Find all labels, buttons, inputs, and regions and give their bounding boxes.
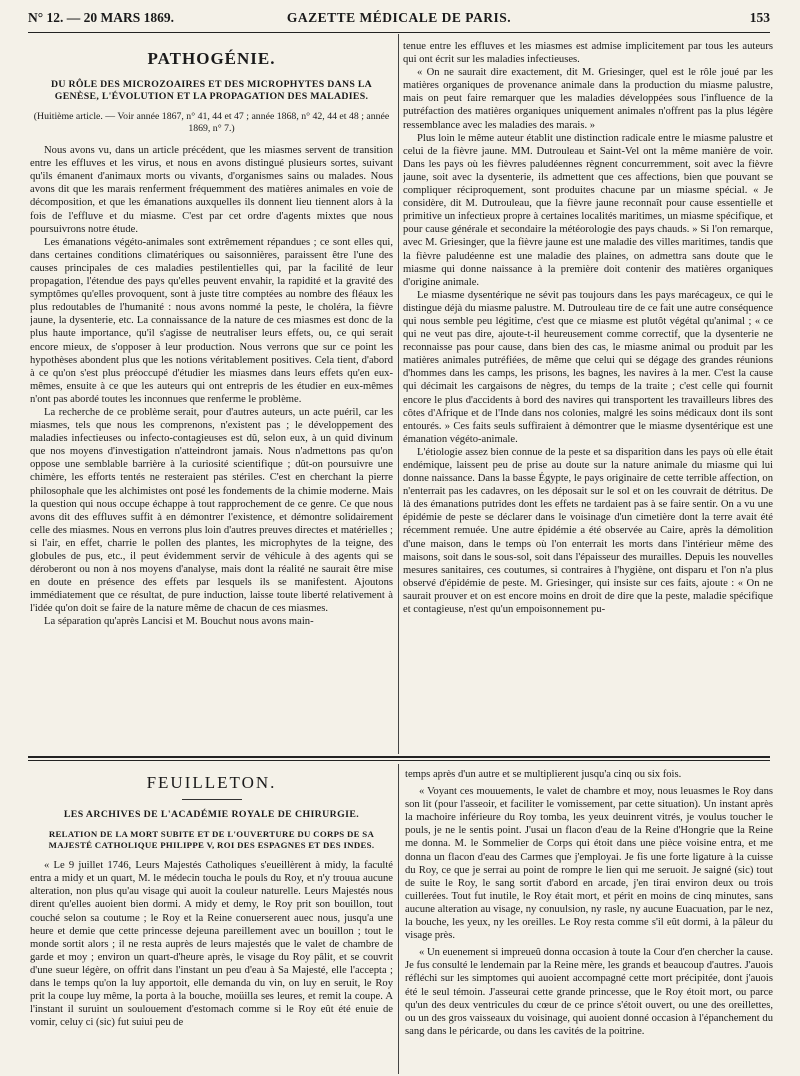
feuilleton-relation-heading: RELATION DE LA MORT SUBITE ET DE L'OUVERTURE DU CORPS DE SA MAJESTÉ CATHOLIQUE PHILIPPE V, ROI DES ESPAGNES ET DES INDES.: [48, 829, 375, 851]
paragraph: « Le 9 juillet 1746, Leurs Majestés Catholiques s'eueillèrent à midy, la faculté entra a midy et un quart, M. le médecin toucha le pouls du Roy, et n'y trouua aucune alteration, non plus qu'au visage qui auoit la couleur naturelle. Leurs Majestés nous dirent qu'elles auoient bien dormi. A midy et demy, le Roy prit son bouillon, tout couché selon sa coutume ; le Roy et la Reine conuerserent auec nous, jusqu'a une heure et demie que cette princesse dejeuna pareillement avec un bouillon ; tout le monde sortit alors ; il ne resta auprès de leurs majestés que le valet de chambre de garde et moy ; environ un quart-d'heure après, le visage du Roy pâlit, et se couvrit d'une sueur légère, on offrit dans l'instant un peu d'eau à Sa Majesté, elle l'accepta ; dans le temps qu'on la luy apportoit, elle demanda du vin, on luy en seruit, le Roy prit la coupe luy même, la porta à la bouche, moüilla ses leures, et remit la coupe. A l'instant il suruint un soulouement d'estomach comme si le Roy eût été enuie de vomir, celuy ci (sic) fut suiui peu de: [30, 860, 393, 1029]
paragraph: temps après d'un autre et se multiplierent jusqu'a cinq ou six fois.: [405, 769, 682, 780]
article-left-column: [30, 40, 393, 750]
paragraph: Les émanations végéto-animales sont extrêmement répandues ; ce sont elles qui, dans certaines conditions climatériques ou saisonnières, paraissent être l'une des causes principales de ces maladies pestilentielles qui, par la facilité de leur propagation, l'étendue des pays qu'elles peuvent envahir, la rapidité et la gravité des symptômes qu'elles provoquent, sont à juste titre comptées au nombre des fléaux les plus redoutables de l'humanité : nous avons nommé la peste, le choléra, la fièvre jaune, la dysenterie, etc. La connaissance de la nature de ces miasmes est donc de la plus haute importance, qu'il s'agisse de neutraliser leurs effets, ou, ce qui serait encore mieux, de s'opposer à leur production. Nous verrons que sur ce point les hypothèses abondent plus que les notions véritablement positives. Cela tient, d'abord à ce qu'on s'est plus préoccupé d'étudier les miasmes dans leurs effets qu'en eux-mêmes, ensuite à ce que les auteurs qui ont entrepris de les étudier en eux-mêmes n'ont pas abordé toutes les inconnues que renferme le problème.: [30, 236, 393, 405]
paragraph: Plus loin le même auteur établit une distinction radicale entre le miasme palustre et celui de la fièvre jaune. MM. Dutrouleau et Saint-Vel ont la même manière de voir. Dans les pays où les fièvres paludéennes règnent concurremment, soit avec la fièvre jaune, soit avec la dysenterie, ils admettent que ces affections, bien que pouvant se compliquer réciproquement, sont produites chacune par un miasme spécial. « Je considère, dit M. Dutrouleau, que la fièvre jaune reconnaît pour cause essentielle et primitive un infectieux propre à certaines localités maritimes, un miasme spécifique, et pour cause générale et secondaire la météorologie des pays chauds. » Si l'on remarque, avec M. Griesinger, que la fièvre jaune est une maladie des villes maritimes, tandis que la fièvre paludéenne est une maladie des plaines, on admettra sans doute que le miasme qui donne naissance à la première doit contenir des matières organiques d'origine animale.: [403, 132, 773, 288]
feuilleton-rule: [28, 756, 770, 758]
paragraph: La recherche de ce problème serait, pour d'autres auteurs, un acte puéril, car les miasmes, tels que nous les comprenons, n'existent pas ; le développement des maladies infectieuses ou infecto-contagieuses est dû, selon eux, à un quid divinum que nos moyens d'investigation n'atteindront jamais. Nous n'admettons pas qu'on oppose une semblable barrière à la curiosité scientifique ; dût-on poursuivre une chimère, les efforts tentés ne resteraient pas stériles. C'est en cherchant la pierre philosophale que les alchimistes ont posé les fondements de la chimie moderne. Mais la question qui nous occupe échappe à tout rapprochement de ce genre. Ce que nous avons dit des effluves suffit à en démontrer l'existence, et démontre solidairement celle des miasmes. Nous en verrons plus loin d'autres preuves directes et matérielles ; si l'air, en effet, charrie le pollen des plantes, les microphytes de la teigne, des globules de pus, etc., il peut évidemment servir de véhicule à des agents qui se déroberont ou non à nos moyens d'analyse, mais dont la réalité ne saurait être mise en doute en présence des effets par lesquels ils se manifestent. Ajoutons immédiatement que ce résultat, de pure induction, laisse toute liberté relativement à l'idée qu'on doit se faire de la nature même de chacun de ces miasmes.: [30, 406, 393, 615]
issue-number: N° 12. — 20 MARS 1869.: [28, 10, 175, 25]
article-right-column: [403, 40, 773, 752]
running-head: [28, 8, 770, 30]
journal-title: GAZETTE MÉDICALE DE PARIS.: [286, 10, 512, 25]
paragraph: La séparation qu'après Lancisi et M. Bouchut nous avons main-: [44, 616, 314, 628]
feuilleton-subtitle: LES ARCHIVES DE L'ACADÉMIE ROYALE DE CHIRURGIE.: [63, 809, 360, 821]
paragraph: Nous avons vu, dans un article précédent, que les miasmes servent de transition entre les effluves et les virus, et nous en avons distingué plusieurs sortes, suivant qu'ils émanent d'animaux morts ou vivants, d'organismes sains ou malades. Nous avons dit que les marais renferment fréquemment des matières animales en voie de décomposition, et que les émanations auxquelles ils donnent lieu tiennent alors à la fois de l'effluve et du miasme. C'est par cet ordre d'agents mixtes que nous poursuivrons notre étude.: [30, 145, 393, 235]
paragraph: « On ne saurait dire exactement, dit M. Griesinger, quel est le rôle joué par les matières organiques de provenance animale dans la production du miasme palustre, mais on peut faire remarquer que les maladies développées sous l'influence de la putréfaction des matières organiques uniquement animales n'offrent pas la plus légère ressemblance avec les maladies des marais. »: [403, 67, 773, 131]
paragraph: « Un euenement si impreueû donna occasion à toute la Cour d'en chercher la cause. Je fus consulté le lendemain par la Reine mère, les grands et beaucoup d'autres. J'auois réfléchi sur les simptomes qui auoient accompagné cette mort précipitée, dont j'auois été le seul témoin. J'asseurai cette grande princesse, que le Roy étoit mort, ou parce qu'un des deux ventricules du cœur de ce prince s'étoit ouvert, ou une des oreillettes, ou un des gros vaisseaux du voisinage, qui auoient donné occasion à l'épanchement du sang dans le péricarde, ou dans les cavités de la poitrine.: [405, 947, 773, 1037]
column-divider-top: [398, 34, 399, 754]
page-number: 153: [749, 10, 770, 25]
feuilleton-title: FEUILLETON.: [146, 773, 277, 792]
article-note: (Huitième article. — Voir année 1867, n° 41, 44 et 47 ; année 1868, n° 42, 44 et 48 ; année 1869, n° 7.): [33, 111, 390, 134]
paragraph: tenue entre les effluves et les miasmes est admise implicitement par tous les auteurs qui ont écrit sur les maladies infectieuses.: [403, 41, 773, 66]
feuilleton-left-column: [30, 766, 393, 1072]
paragraph: « Voyant ces mouuements, le valet de chambre et moy, nous leuasmes le Roy dans son lit (pour l'asseoir, et faciliter le vomissement, par cette situation). Un instant après la machoire inférieure du Roy tomba, les yeux deuinrent vitrés, je voulus toucher le pouls, je ne le sentis point. J'usai un flacon d'eau de la Reine d'Hongrie que la Reine me donna. M. le Sommelier de Corps qui étoit dans une pièce voisine entra, et me donna un flacon d'eau des Carmes que j'employai. Je fis une forte ligature à la cuisse du Roy, ce que je serrai au point de rompre le lien qui me seruoit. Je saigné (sic) tout de suite le Roy, le sang sortit d'abord en arcade, j'en tirai environ deux ou trois cuillerées. Tout fut inutile, le Roy était mort, et périt en moins de cinq minutes, sans aucune alteration au visage, ny conuulsion, ny rasle, ny aucune Euacuation, par le nez, la bouche, les yeux, ny les oreilles. Le Roy resta comme s'il eût dormi, à la pâleur du visage près.: [405, 786, 773, 942]
article-title: PATHOGÉNIE.: [147, 49, 276, 68]
feuilleton-right-column: [405, 768, 773, 1072]
article-subtitle: DU RÔLE DES MICROZOAIRES ET DES MICROPHYTES DANS LA GENÈSE, L'ÉVOLUTION ET LA PROPAGATION DES MALADIES.: [50, 79, 373, 103]
short-rule: [182, 799, 242, 800]
column-divider-bottom: [398, 764, 399, 1074]
paragraph: Le miasme dysentérique ne sévit pas toujours dans les pays marécageux, ce qui le distingue déjà du miasme palustre. M. Dutrouleau tire de ce fait une autre conséquence qui nous semble peu légitime, c'est que ce miasme est plutôt végétal qu'animal ; « ce qui ne veut pas dire, ajoute-t-il heureusement comme correctif, que la dysenterie ne reconnaisse pas pour cause, dans bien des cas, le miasme animal ou produit par les matières animales putréfiées, de même que celui qui se dégage des grandes réunions d'hommes dans les camps, les prisons, les bagnes, les navires à la mer. C'est la cause qui décimait les cargaisons de nègres, du temps de la traite ; c'est celle qui fournit encore le plus d'accidents à bord des navires qui transportent les travailleurs libres des côtes d'Afrique et de l'Inde dans nos colonies, malgré les soins médicaux dont ils sont entourés. » Ces faits seuls suffiraient à démontrer que le miasme dysentérique est une émanation végéto-animale.: [403, 289, 773, 445]
header-rule: [28, 32, 770, 33]
feuilleton-rule-thin: [28, 760, 770, 761]
paragraph: L'étiologie assez bien connue de la peste et sa disparition dans les pays où elle était endémique, laissent peu de prise au doute sur la nature animale du miasme qui lui donne naissance. Dans la basse Égypte, le pays originaire de cette terrible affection, on n'enterrait pas les cadavres, on les déposait sur le sol et on les couvrait de détritus. De là des émanations putrides dont les effets ne tardaient pas à se faire sentir. On a vu une épidémie de peste se déclarer dans le voisinage d'un cimetière dont la terre avait été récemment remuée. Une autre épidémie a été observée au Caire, après la démolition d'une maison, dans le temps où l'on enterrait les morts dans l'intérieur même des maisons, soit dans le sous-sol, soit dans l'épaisseur des murailles. Depuis les nouvelles mesures sanitaires, ces coutumes, si contraires à l'hygiène, ont disparu et l'on n'a plus observé d'épidémie de peste. M. Griesinger, qui insiste sur ces faits, ajoute : « On ne saurait prouver et on est encore moins en droit de dire que la peste, maladie spécifique et contagieuse, n'est qu'un empoisonnement pu-: [403, 446, 773, 616]
